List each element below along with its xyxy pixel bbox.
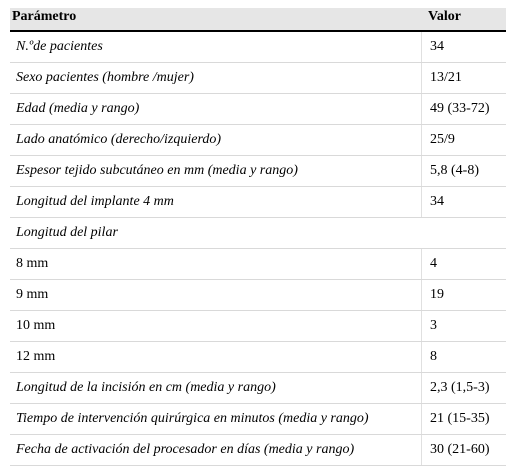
row-value: 25/9 bbox=[430, 132, 455, 147]
row-label: Edad (media y rango) bbox=[10, 94, 422, 124]
header-param: Parámetro bbox=[12, 9, 77, 24]
row-value: 19 bbox=[430, 287, 444, 302]
row-value: 34 bbox=[430, 194, 444, 209]
table-row bbox=[10, 373, 506, 404]
row-value: 30 (21-60) bbox=[430, 442, 490, 457]
row-value: 3 bbox=[430, 318, 437, 333]
table-row bbox=[10, 311, 506, 342]
parameters-table bbox=[10, 8, 506, 466]
row-label: Longitud del implante 4 mm bbox=[10, 187, 422, 217]
row-label: Fecha de activación del procesador en días (media y rango) bbox=[10, 435, 422, 465]
table-row-group-heading bbox=[10, 218, 506, 249]
row-label: Sexo pacientes (hombre /mujer) bbox=[10, 63, 422, 93]
row-label: 10 mm bbox=[10, 311, 422, 341]
row-value bbox=[422, 218, 506, 248]
table-row bbox=[10, 435, 506, 466]
table-row bbox=[10, 32, 506, 63]
table-row bbox=[10, 94, 506, 125]
row-label: 8 mm bbox=[10, 249, 422, 279]
row-label: Lado anatómico (derecho/izquierdo) bbox=[10, 125, 422, 155]
row-value: 8 bbox=[430, 349, 437, 364]
row-label: 9 mm bbox=[10, 280, 422, 310]
row-label: 12 mm bbox=[10, 342, 422, 372]
table-row bbox=[10, 187, 506, 218]
row-label: Longitud del pilar bbox=[16, 225, 118, 240]
table-row bbox=[10, 280, 506, 311]
table-row bbox=[10, 342, 506, 373]
row-value: 2,3 (1,5-3) bbox=[430, 380, 490, 395]
header-value: Valor bbox=[428, 9, 461, 24]
row-label: Tiempo de intervención quirúrgica en minutos (media y rango) bbox=[10, 404, 422, 434]
row-value: 49 (33-72) bbox=[430, 101, 490, 116]
table-row bbox=[10, 125, 506, 156]
row-value: 4 bbox=[430, 256, 437, 271]
table-row bbox=[10, 404, 506, 435]
row-value: 13/21 bbox=[430, 70, 462, 85]
row-value: 21 (15-35) bbox=[430, 411, 490, 426]
row-value: 5,8 (4-8) bbox=[430, 163, 479, 178]
table-row bbox=[10, 156, 506, 187]
table-row bbox=[10, 63, 506, 94]
row-value: 34 bbox=[430, 39, 444, 54]
row-label: Longitud de la incisión en cm (media y rango) bbox=[10, 373, 422, 403]
row-label: Espesor tejido subcutáneo en mm (media y rango) bbox=[10, 156, 422, 186]
table-header bbox=[10, 8, 506, 32]
row-label: N.ºde pacientes bbox=[10, 32, 422, 62]
table-row bbox=[10, 249, 506, 280]
